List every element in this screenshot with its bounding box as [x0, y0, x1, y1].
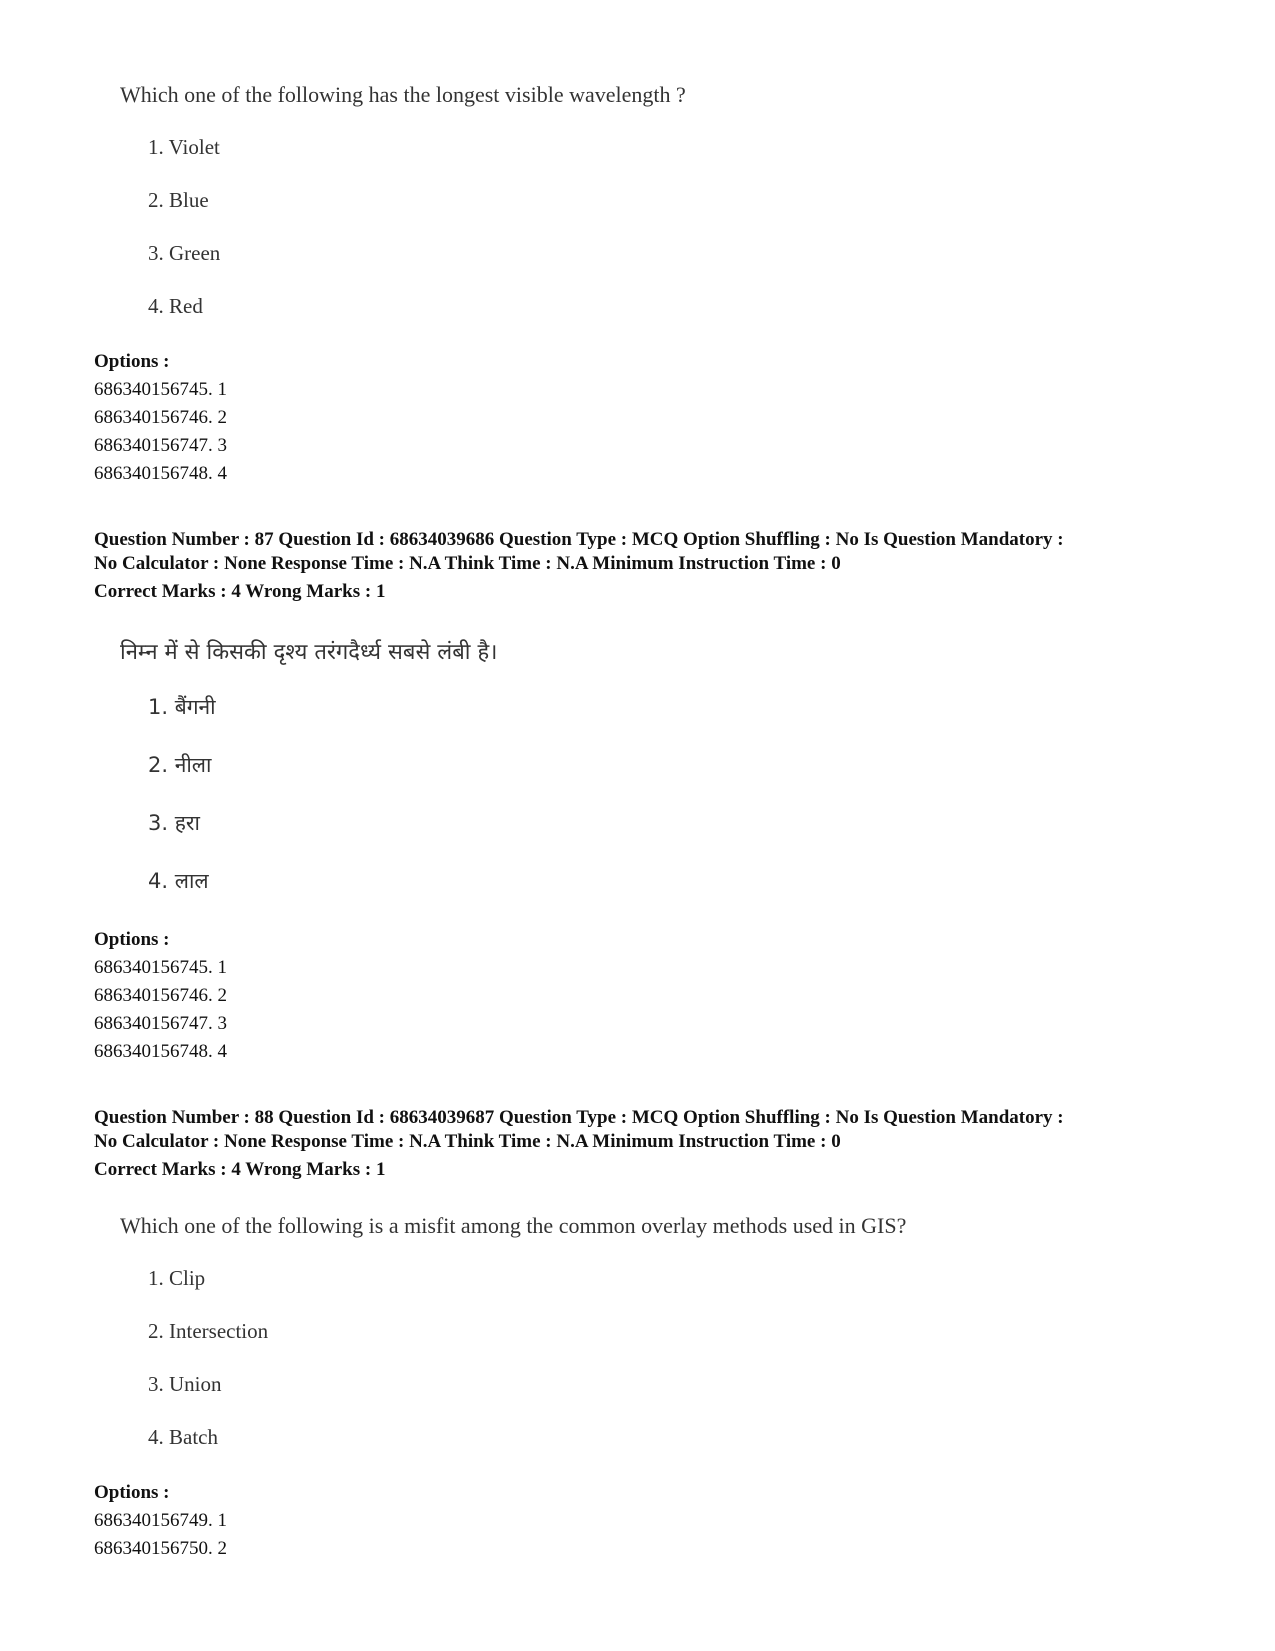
- option-line: 686340156745. 1: [94, 957, 227, 978]
- question-meta-line: Question Number : 87 Question Id : 68634039686 Question Type : MCQ Option Shuffling : No Is Question Mandatory :: [94, 529, 1064, 550]
- choice-2: 2. Blue: [148, 188, 209, 212]
- choice-1: 1. बैंगनी: [148, 695, 216, 719]
- options-label: Options :: [94, 1482, 170, 1503]
- option-line: 686340156747. 3: [94, 435, 227, 456]
- option-line: 686340156748. 4: [94, 463, 227, 484]
- options-label: Options :: [94, 351, 170, 372]
- question-meta-line: No Calculator : None Response Time : N.A Think Time : N.A Minimum Instruction Time : 0: [94, 553, 841, 574]
- option-line: 686340156746. 2: [94, 985, 227, 1006]
- choice-1: 1. Clip: [148, 1266, 206, 1290]
- option-line: 686340156745. 1: [94, 379, 227, 400]
- choice-3: 3. Green: [148, 241, 221, 265]
- option-line: 686340156749. 1: [94, 1510, 227, 1531]
- option-line: 686340156750. 2: [94, 1538, 227, 1559]
- option-line: 686340156746. 2: [94, 407, 227, 428]
- choice-1: 1. Violet: [148, 135, 220, 159]
- choice-4: 4. Red: [148, 294, 203, 318]
- marks-line: Correct Marks : 4 Wrong Marks : 1: [94, 1159, 386, 1180]
- choice-2: 2. नीला: [148, 753, 212, 777]
- marks-line: Correct Marks : 4 Wrong Marks : 1: [94, 581, 386, 602]
- choice-3: 3. हरा: [148, 811, 200, 835]
- question-meta-line: No Calculator : None Response Time : N.A Think Time : N.A Minimum Instruction Time : 0: [94, 1131, 841, 1152]
- choice-4: 4. लाल: [148, 869, 209, 893]
- question-meta-line: Question Number : 88 Question Id : 68634039687 Question Type : MCQ Option Shuffling : No Is Question Mandatory :: [94, 1107, 1064, 1128]
- question-text: Which one of the following is a misfit among the common overlay methods used in GIS?: [120, 1213, 907, 1238]
- choice-4: 4. Batch: [148, 1425, 218, 1449]
- options-label: Options :: [94, 929, 170, 950]
- option-line: 686340156748. 4: [94, 1041, 227, 1062]
- question-text: निम्न में से किसकी दृश्य तरंगदैर्ध्य सबसे लंबी है।: [120, 640, 498, 665]
- choice-2: 2. Intersection: [148, 1319, 269, 1343]
- option-line: 686340156747. 3: [94, 1013, 227, 1034]
- choice-3: 3. Union: [148, 1372, 222, 1396]
- question-text: Which one of the following has the longest visible wavelength ?: [120, 82, 686, 107]
